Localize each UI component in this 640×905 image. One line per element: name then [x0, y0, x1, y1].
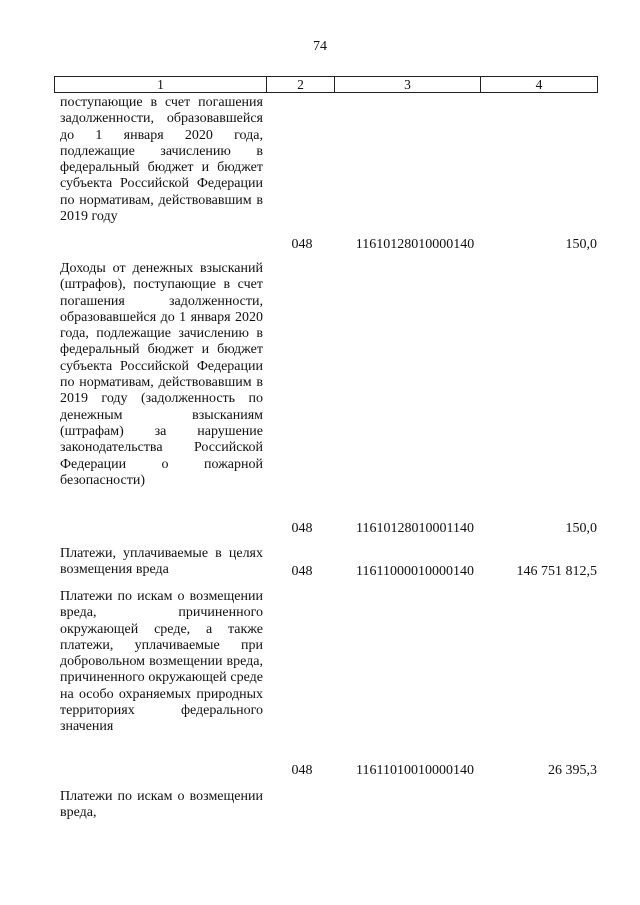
- row-description: Платежи по искам о возмещении вреда, причиненного окружающей среде, а также платежи, уплачиваемые при добровольном возмещении вреда, причиненного окружающей среде на особо охраняемых природных территориях федерального значения: [60, 589, 263, 735]
- row-admin-code: 048: [291, 563, 313, 579]
- table-row: [0, 95, 640, 253]
- page-number: 74: [313, 39, 327, 54]
- header-col-2: 2: [267, 77, 335, 92]
- table-row: [0, 546, 640, 580]
- row-amount: 26 395,3: [548, 762, 597, 778]
- row-kbk-code: 11610128010000140: [355, 236, 475, 252]
- header-col-3: 3: [335, 77, 481, 92]
- table-row: [0, 789, 640, 823]
- row-admin-code: 048: [291, 236, 313, 252]
- row-description: Платежи по искам о возмещении вреда,: [60, 789, 263, 821]
- row-amount: 150,0: [565, 236, 597, 252]
- header-col-4: 4: [535, 77, 543, 92]
- row-admin-code: 048: [291, 762, 313, 778]
- row-amount: 150,0: [565, 520, 597, 536]
- table-row: [0, 261, 640, 537]
- row-kbk-code: 11611010010000140: [356, 762, 474, 778]
- row-admin-code: 048: [291, 520, 313, 536]
- row-description: Платежи, уплачиваемые в целях возмещения вреда: [60, 546, 263, 578]
- row-kbk-code: 11611000010000140: [356, 563, 474, 579]
- table-header: [54, 76, 598, 93]
- row-description: поступающие в счет погашения задолженности, образовавшейся до 1 января 2020 года, подлежащие зачислению в федеральный бюджет и бюджет субъекта Российской Федерации по нормативам, действовавшим в 2019 году: [60, 95, 263, 225]
- table-row: [0, 589, 640, 779]
- row-amount: 146 751 812,5: [516, 563, 597, 579]
- row-kbk-code: 11610128010001140: [356, 520, 474, 536]
- header-col-1: 1: [55, 77, 267, 92]
- row-description: Доходы от денежных взысканий (штрафов), поступающие в счет погашения задолженности, образовавшейся до 1 января 2020 года, подлежащие зачислению в федеральный бюджет и бюджет субъекта Российской Федерации по нормативам, действовавшим в 2019 году (задолженность по денежным взысканиям (штрафам) за нарушение законодательства Российской Федерации о пожарной безопасности): [60, 261, 263, 488]
